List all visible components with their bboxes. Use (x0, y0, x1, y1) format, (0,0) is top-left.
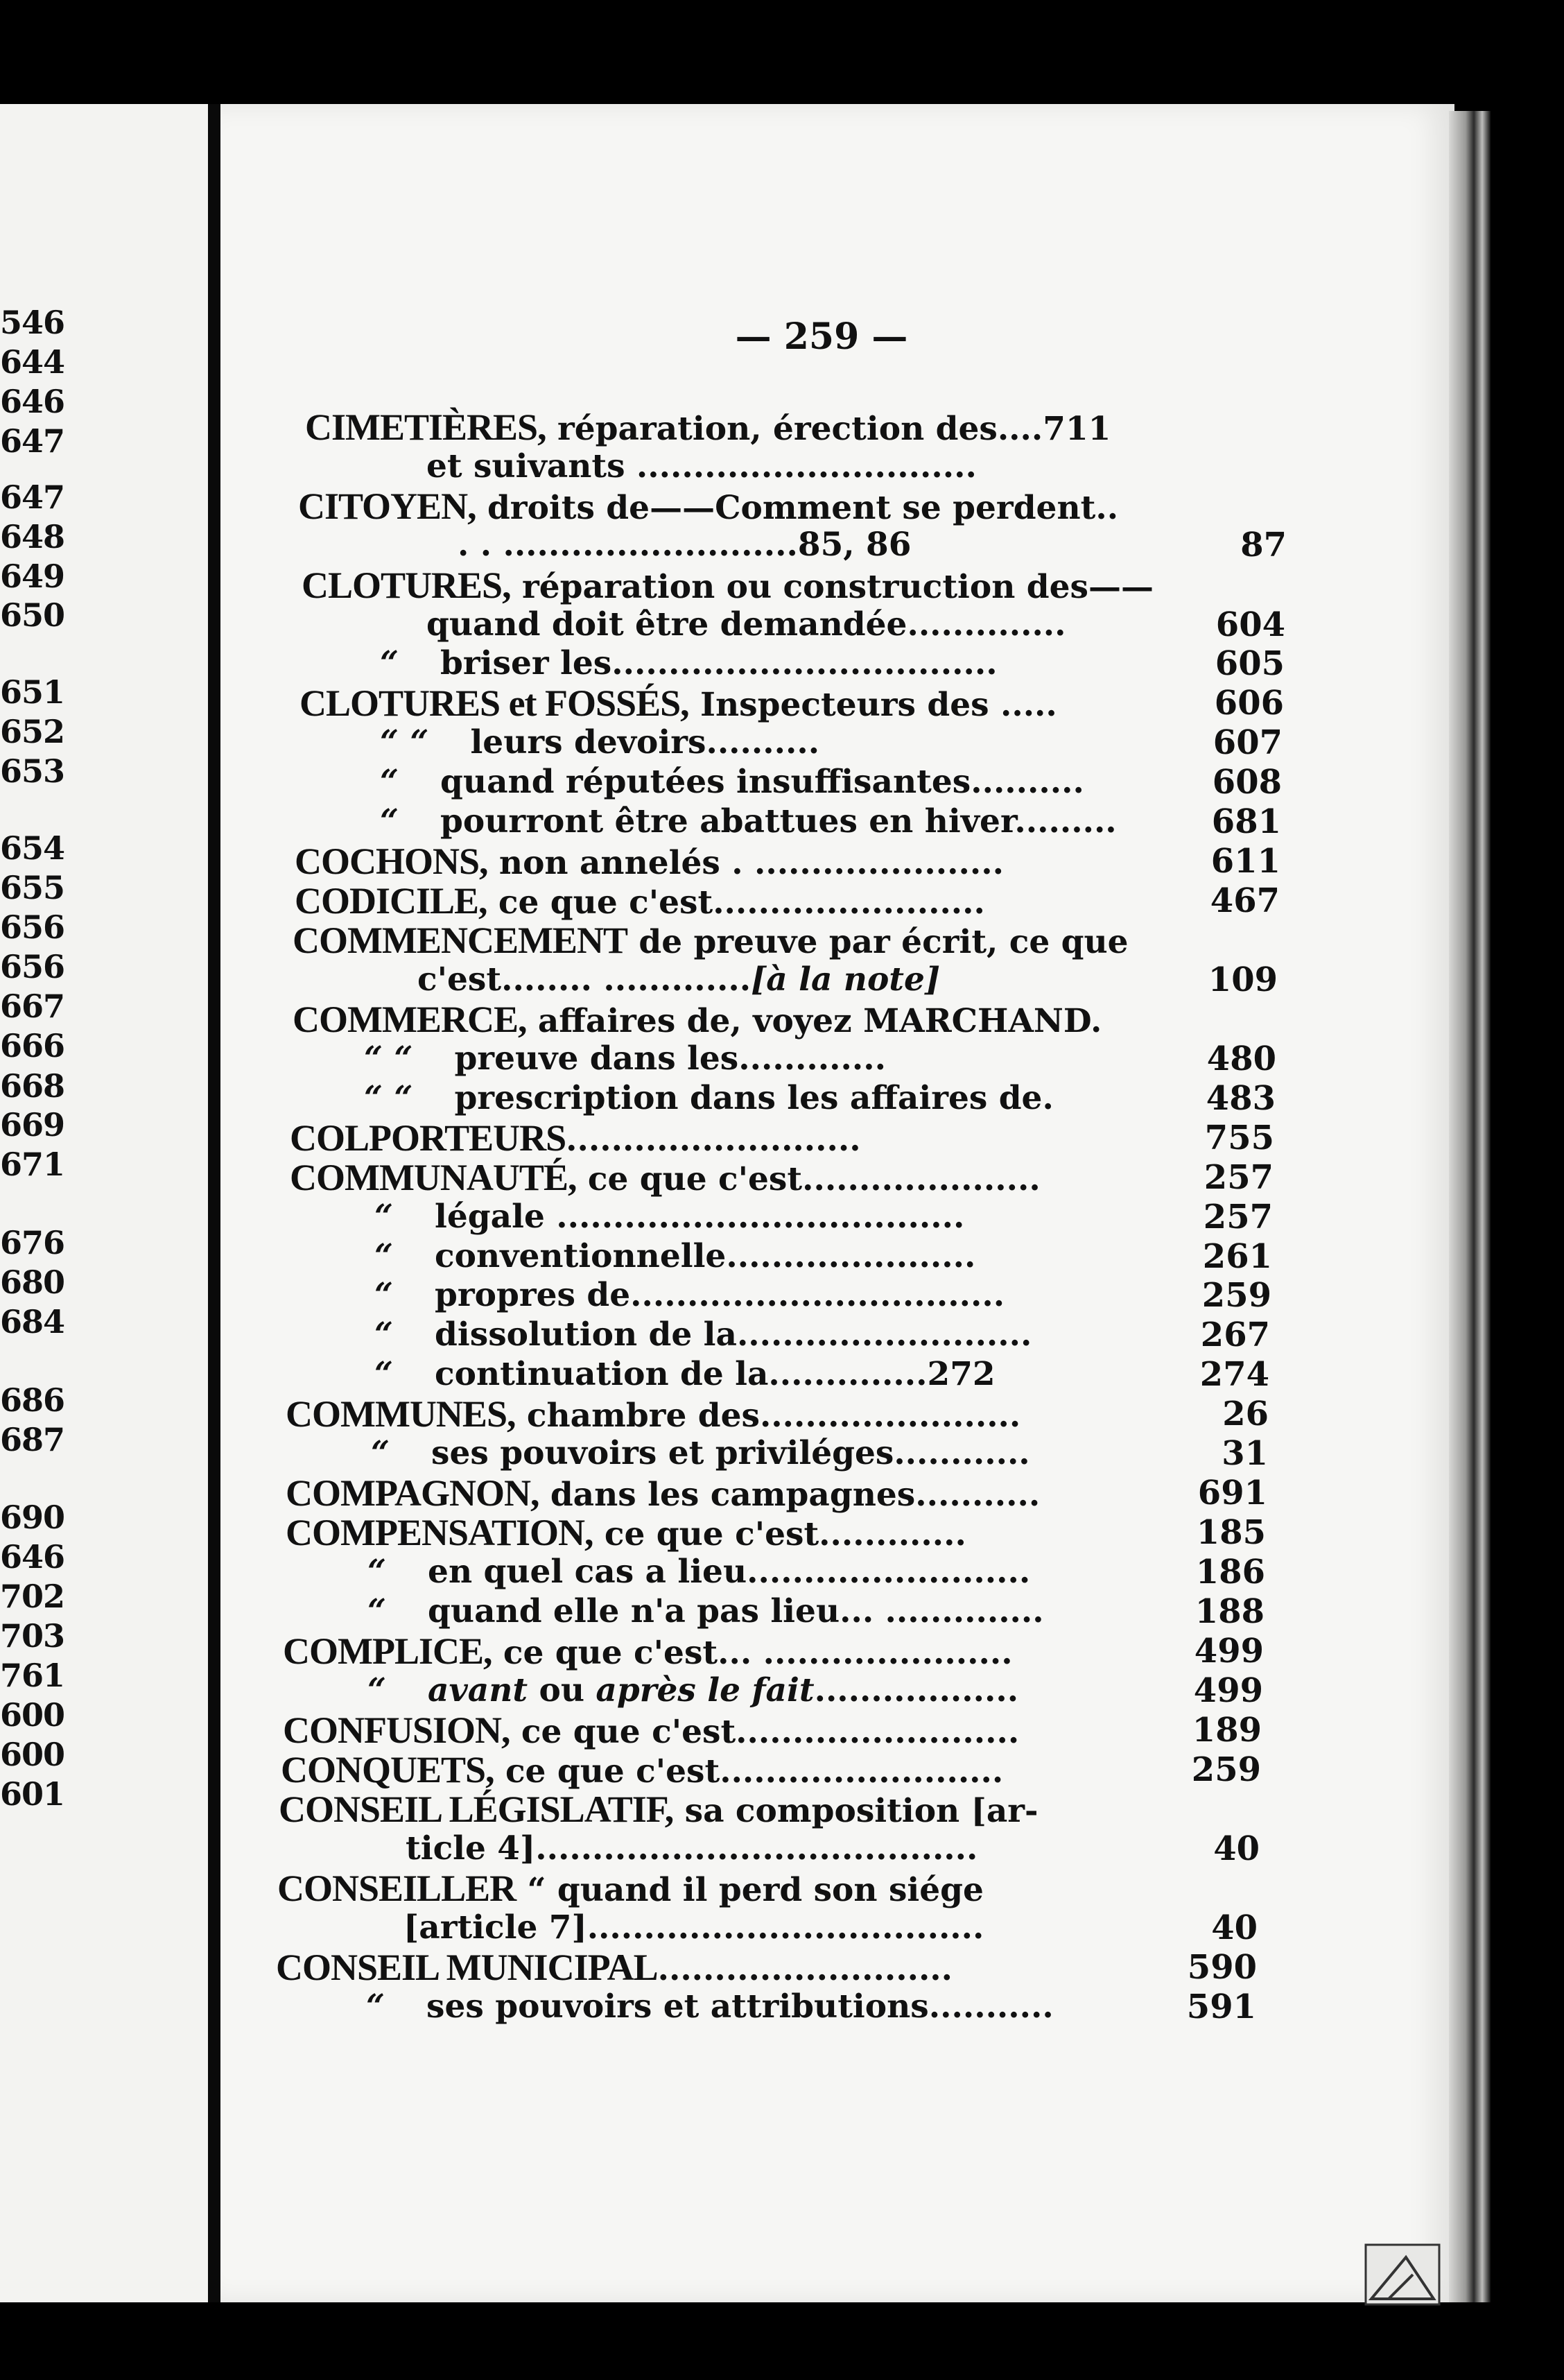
index-entry (276, 1949, 953, 1987)
index-entry (366, 1989, 1054, 2025)
entry-page-number: 483 (1206, 1079, 1276, 1118)
entry-text: ce que c'est............. (593, 1515, 966, 1553)
ditto-mark: “ (380, 763, 399, 801)
entry-text: et suivants .............................. (426, 447, 977, 485)
entry-text: ticle 4]....................................... (406, 1829, 978, 1868)
entry-text: ce que c'est........................ (487, 883, 985, 922)
previous-page-number: 653 (0, 752, 65, 790)
previous-page-number: 649 (0, 558, 65, 595)
entry-italic-text: après le fait (596, 1671, 815, 1709)
entry-text: ce que c'est......................... (510, 1713, 1020, 1751)
entry-page-number: 606 (1214, 684, 1284, 723)
entry-page-number: 188 (1194, 1592, 1265, 1631)
entry-heading: COMMUNAUTÉ, (290, 1157, 577, 1198)
previous-page-number: 680 (0, 1264, 65, 1301)
index-entry (283, 1709, 1020, 1751)
entry-page-number: 185 (1196, 1513, 1266, 1552)
ditto-mark: “ (367, 1553, 387, 1591)
entry-text: .......................... (566, 1121, 861, 1159)
previous-page-number: 669 (0, 1106, 65, 1144)
index-entry (364, 1041, 886, 1077)
previous-page-number: 646 (0, 383, 65, 420)
index-entry (371, 1435, 1030, 1472)
entry-heading: CONQUETS, (281, 1749, 494, 1791)
entry-text: pourront être abattues en hiver......... (440, 802, 1117, 840)
previous-page-number: 650 (0, 596, 65, 634)
entry-heading: CONSEIL LÉGISLATIF, (279, 1788, 674, 1830)
entry-heading: COMMENCEMENT (293, 920, 627, 961)
entry-page-number: 499 (1193, 1671, 1263, 1710)
index-entry (367, 1594, 1044, 1630)
previous-page-number: 652 (0, 713, 65, 750)
previous-page-number: 601 (0, 1775, 65, 1813)
entry-text: ou (528, 1671, 596, 1709)
page-edge (1449, 111, 1491, 2302)
index-entry (286, 1393, 1021, 1435)
entry-text: conventionnelle...................... (435, 1237, 976, 1275)
index-entry (380, 646, 998, 682)
entry-page-number: 267 (1200, 1316, 1270, 1354)
ditto-mark: “ “ (380, 723, 429, 761)
entry-page-number: 605 (1215, 644, 1285, 683)
previous-page-number: 644 (0, 343, 65, 381)
index-entry (403, 1910, 984, 1946)
previous-page-number: 647 (0, 478, 65, 516)
entry-text: leurs devoirs.......... (470, 723, 820, 761)
previous-page-number: 648 (0, 518, 65, 555)
entry-page-number: 591 (1186, 1987, 1256, 2026)
index-entry (295, 840, 1004, 882)
entry-text: chambre des....................... (515, 1397, 1021, 1435)
previous-page-number: 687 (0, 1421, 65, 1458)
index-entry (290, 1159, 1041, 1198)
entry-page-number: 109 (1208, 960, 1278, 999)
previous-page-number: 690 (0, 1499, 65, 1536)
entry-heading: COMPLICE, (283, 1630, 492, 1672)
book-gutter (208, 104, 220, 2302)
ditto-mark: “ (374, 1316, 394, 1354)
entry-text: . . ..........................85, 86 (458, 526, 912, 564)
entry-text: non annelés . ...................... (487, 844, 1004, 882)
entry-text: c'est........ ............. (417, 960, 751, 999)
entry-page-number: 499 (1194, 1632, 1264, 1671)
entry-page-number: 755 (1204, 1119, 1274, 1157)
entry-page-number: 257 (1203, 1198, 1273, 1236)
entry-page-number: 189 (1192, 1711, 1262, 1750)
ditto-mark: “ (374, 1355, 394, 1393)
entry-page-number: 26 (1222, 1395, 1269, 1433)
ditto-mark: “ (367, 1671, 387, 1709)
index-entry (426, 607, 1066, 643)
entry-heading: COMPENSATION, (286, 1512, 593, 1553)
entry-page-number: 40 (1211, 1908, 1258, 1947)
entry-page-number: 604 (1215, 605, 1285, 644)
entry-heading: COLPORTEURS (290, 1117, 566, 1159)
index-entry (380, 804, 1117, 840)
previous-page-number: 761 (0, 1657, 65, 1694)
entry-page-number: 87 (1240, 526, 1287, 564)
index-entry (367, 1554, 1030, 1590)
entry-text: quand elle n'a pas lieu... .............. (428, 1592, 1044, 1630)
entry-text: affaires de, voyez MARCHAND. (526, 1002, 1102, 1040)
entry-text: “ quand il perd son siége (516, 1871, 984, 1909)
entry-text: réparation ou construction des—— (510, 568, 1154, 606)
entry-text: [article 7]................................... (403, 1908, 984, 1947)
entry-text: dissolution de la.......................... (435, 1316, 1032, 1354)
entry-text: ses pouvoirs et attributions........... (426, 1987, 1054, 2026)
index-entry (374, 1356, 996, 1392)
previous-page-number: 686 (0, 1381, 65, 1419)
entry-text: prescription dans les affaires de. (454, 1079, 1054, 1117)
ditto-mark: “ (374, 1198, 394, 1236)
previous-page-number: 656 (0, 908, 65, 946)
entry-text: ce que c'est......................... (494, 1752, 1004, 1791)
entry-heading: CODICILE, (295, 880, 487, 922)
entry-page-number: 31 (1222, 1434, 1268, 1473)
entry-text: .................. (814, 1671, 1019, 1709)
entry-text: .......................... (657, 1950, 953, 1988)
previous-page-number: 676 (0, 1224, 65, 1261)
index-entry (458, 527, 911, 563)
index-entry (380, 725, 819, 761)
entry-text: propres de................................. (435, 1276, 1005, 1314)
entry-page-number: 467 (1210, 881, 1280, 920)
index-entry (364, 1080, 1054, 1116)
ditto-mark: “ (380, 644, 399, 682)
previous-page-number: 646 (0, 1538, 65, 1576)
entry-page-number: 274 (1199, 1355, 1269, 1394)
entry-page-number: 40 (1213, 1829, 1260, 1868)
index-entry (374, 1317, 1032, 1353)
entry-text: de preuve par écrit, ce que (627, 923, 1129, 961)
entry-text: preuve dans les............. (454, 1040, 886, 1078)
previous-page-number: 647 (0, 422, 65, 460)
index-entry (279, 1788, 1039, 1830)
previous-page-number: 684 (0, 1303, 65, 1340)
ditto-mark: “ “ (364, 1040, 413, 1078)
index-entry (277, 1870, 984, 1908)
entry-text: ses pouvoirs et priviléges............ (431, 1434, 1030, 1472)
index-entry (374, 1199, 964, 1235)
entry-page-number: 257 (1204, 1158, 1274, 1197)
index-entry (305, 406, 1111, 448)
index-entry (283, 1630, 1013, 1672)
index-entry (298, 485, 1119, 527)
entry-heading: CLOTURES, (302, 564, 511, 606)
previous-page-number: 654 (0, 829, 65, 867)
entry-text: droits de——Comment se perdent.. (476, 489, 1119, 527)
index-entry (367, 1673, 1018, 1709)
index-entry (406, 1831, 978, 1867)
corner-fold-icon (1364, 2243, 1441, 2306)
index-entry (281, 1749, 1004, 1791)
previous-page-number: 655 (0, 869, 65, 906)
entry-text: réparation, érection des....711 (546, 410, 1111, 448)
page-number: — 259 — (735, 316, 908, 358)
entry-heading: CONSEILLER (277, 1868, 516, 1909)
entry-page-number: 259 (1201, 1276, 1271, 1315)
entry-heading: CONFUSION, (283, 1709, 510, 1751)
entry-heading: COCHONS, (295, 840, 488, 882)
ditto-mark: “ (380, 802, 399, 840)
previous-page-fragment (0, 104, 208, 2302)
previous-page-number: 666 (0, 1027, 65, 1064)
previous-page-number: 703 (0, 1617, 65, 1655)
entry-text: sa composition [ar- (673, 1792, 1039, 1830)
index-entry (286, 1512, 966, 1553)
index-entry (374, 1277, 1005, 1313)
previous-page-number: 668 (0, 1067, 65, 1105)
index-entry (286, 1472, 1041, 1514)
ditto-mark: “ (371, 1434, 390, 1472)
entry-page-number: 261 (1202, 1237, 1272, 1276)
index-entry (302, 564, 1154, 606)
entry-text: briser les.................................. (440, 644, 998, 682)
entry-page-number: 259 (1191, 1750, 1261, 1789)
entry-page-number: 607 (1213, 723, 1283, 762)
entry-page-number: 611 (1210, 842, 1280, 881)
previous-page-number: 667 (0, 988, 65, 1025)
index-entry (293, 1001, 1102, 1040)
entry-italic-text: [à la note] (751, 960, 941, 999)
index-entry (426, 449, 977, 485)
index-entry (295, 880, 985, 922)
index-entry (374, 1239, 975, 1275)
entry-text: légale .................................... (435, 1198, 965, 1236)
index-entry (380, 764, 1084, 800)
entry-heading: COMMUNES, (286, 1393, 516, 1435)
entry-page-number: 681 (1211, 802, 1281, 841)
ditto-mark: “ (374, 1276, 394, 1314)
entry-heading: CLOTURES et FOSSÉS, (299, 682, 689, 724)
previous-page-number: 546 (0, 304, 65, 341)
entry-page-number: 691 (1197, 1474, 1267, 1512)
entry-text: continuation de la..............272 (435, 1355, 996, 1393)
entry-text: quand doit être demandée.............. (426, 605, 1066, 644)
entry-text: en quel cas a lieu......................... (428, 1553, 1031, 1591)
entry-text: dans les campagnes........... (539, 1476, 1041, 1514)
index-entry (290, 1117, 861, 1159)
previous-page-number: 656 (0, 948, 65, 985)
index-entry (299, 682, 1057, 724)
entry-text: ce que c'est... ...................... (492, 1634, 1013, 1672)
previous-page-number: 600 (0, 1736, 65, 1773)
ditto-mark: “ (367, 1592, 387, 1630)
previous-page-number: 671 (0, 1146, 65, 1183)
index-entry (417, 962, 940, 998)
entry-heading: COMMERCE, (293, 999, 527, 1040)
previous-page-number: 600 (0, 1696, 65, 1734)
entry-italic-text: avant (428, 1671, 528, 1709)
entry-page-number: 590 (1187, 1948, 1257, 1987)
index-entry (293, 922, 1129, 960)
entry-page-number: 480 (1206, 1040, 1276, 1078)
ditto-mark: “ (374, 1237, 394, 1275)
entry-text: ce que c'est..................... (576, 1160, 1041, 1198)
previous-page-number: 651 (0, 673, 65, 711)
entry-text: quand réputées insuffisantes.......... (440, 763, 1084, 801)
entry-page-number: 608 (1212, 763, 1282, 802)
entry-page-number: 186 (1195, 1553, 1265, 1592)
entry-heading: COMPAGNON, (286, 1472, 539, 1514)
entry-heading: CONSEIL MUNICIPAL (276, 1947, 658, 1988)
entry-heading: CIMETIÈRES, (305, 406, 546, 448)
entry-text: Inspecteurs des ..... (688, 686, 1057, 724)
ditto-mark: “ (366, 1987, 385, 2026)
ditto-mark: “ “ (364, 1079, 413, 1117)
entry-heading: CITOYEN, (298, 485, 476, 527)
previous-page-number: 702 (0, 1578, 65, 1615)
